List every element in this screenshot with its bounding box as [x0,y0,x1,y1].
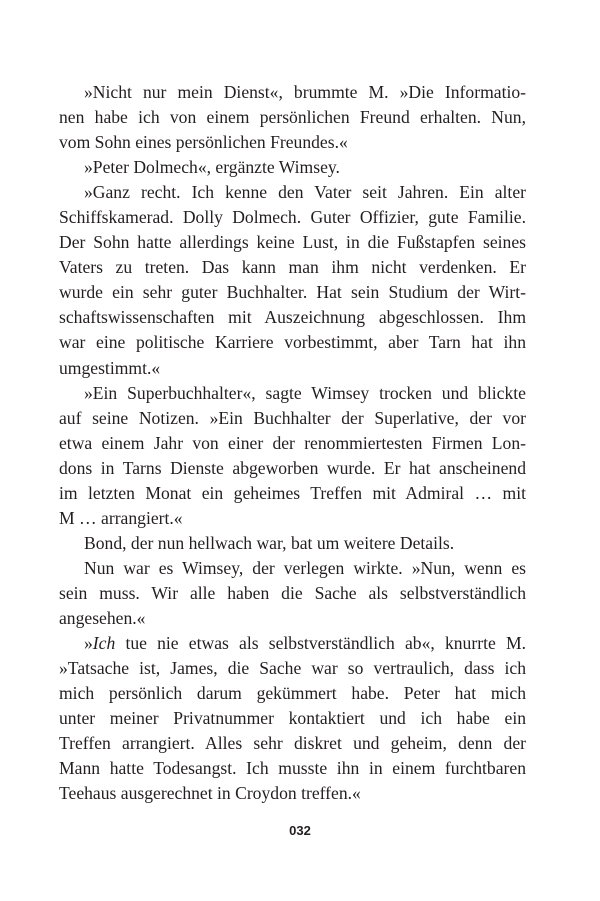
text-line: Der Sohn hatte allerdings keine Lust, in die Fußstapfen seines [59,232,526,253]
text-line [59,631,526,656]
text-line: sein muss. Wir alle haben die Sache als selbstverständlich [59,582,526,603]
text-line: dons in Tarns Dienste abgeworben wurde. Er hat anscheinend [59,457,526,478]
text-line: vom Sohn eines persönlichen Freundes.« [59,132,348,153]
body-text [59,80,526,806]
text-line: etwa einem Jahr von einer der renommiertesten Firmen Lon- [59,432,526,453]
text-line: nen habe ich von einem persönlichen Freund erhalten. Nun, [59,107,526,128]
text-line: unter meiner Privatnummer kontaktiert und ich habe ein [59,708,526,729]
text-line: »Ganz recht. Ich kenne den Vater seit Jahren. Ein alter [84,182,526,203]
text-line: M … arrangiert.« [59,507,183,528]
text-line: Nun war es Wimsey, der verlegen wirkte. »Nun, wenn es [84,557,526,578]
text-line: »Ein Superbuchhalter«, sagte Wimsey trocken und blickte [84,382,526,403]
text-line: wurde ein sehr guter Buchhalter. Hat sein Studium der Wirt- [59,282,526,303]
emphasis: Ich [92,633,116,654]
quote-mark: » [84,633,93,654]
text-line: Mann hatte Todesangst. Ich musste ihn in einem furchtbaren [59,758,526,779]
text-line: Schiffskamerad. Dolly Dolmech. Guter Offizier, gute Familie. [59,207,526,228]
text-line: schaftswissenschaften mit Auszeichnung abgeschlossen. Ihm [59,307,526,328]
text-line: im letzten Monat ein geheimes Treffen mit Admiral … mit [59,482,526,503]
text-line: Treffen arrangiert. Alles sehr diskret und geheim, denn der [59,733,526,754]
text-line: mich persönlich darum gekümmert habe. Peter hat mich [59,683,526,704]
text-line-rest: tue nie etwas als selbstverständlich ab«, knurrte M. [115,633,526,654]
text-line: »Tatsache ist, James, die Sache war so vertraulich, dass ich [59,658,526,679]
text-line: »Nicht nur mein Dienst«, brummte M. »Die Informatio- [84,82,526,102]
text-line: war eine politische Karriere vorbestimmt, aber Tarn hat ihn [59,332,526,353]
text-line: auf seine Notizen. »Ein Buchhalter der Superlative, der vor [59,407,526,428]
page-number: 032 [289,823,311,838]
text-line: Bond, der nun hellwach war, bat um weitere Details. [84,532,455,553]
text-line: umgestimmt.« [59,357,161,378]
text-line: angesehen.« [59,607,146,628]
text-line: Vaters zu treten. Das kann man ihm nicht verdenken. Er [59,257,526,278]
text-line: Teehaus ausgerechnet in Croydon treffen.« [59,783,361,804]
text-line: »Peter Dolmech«, ergänzte Wimsey. [84,157,340,178]
